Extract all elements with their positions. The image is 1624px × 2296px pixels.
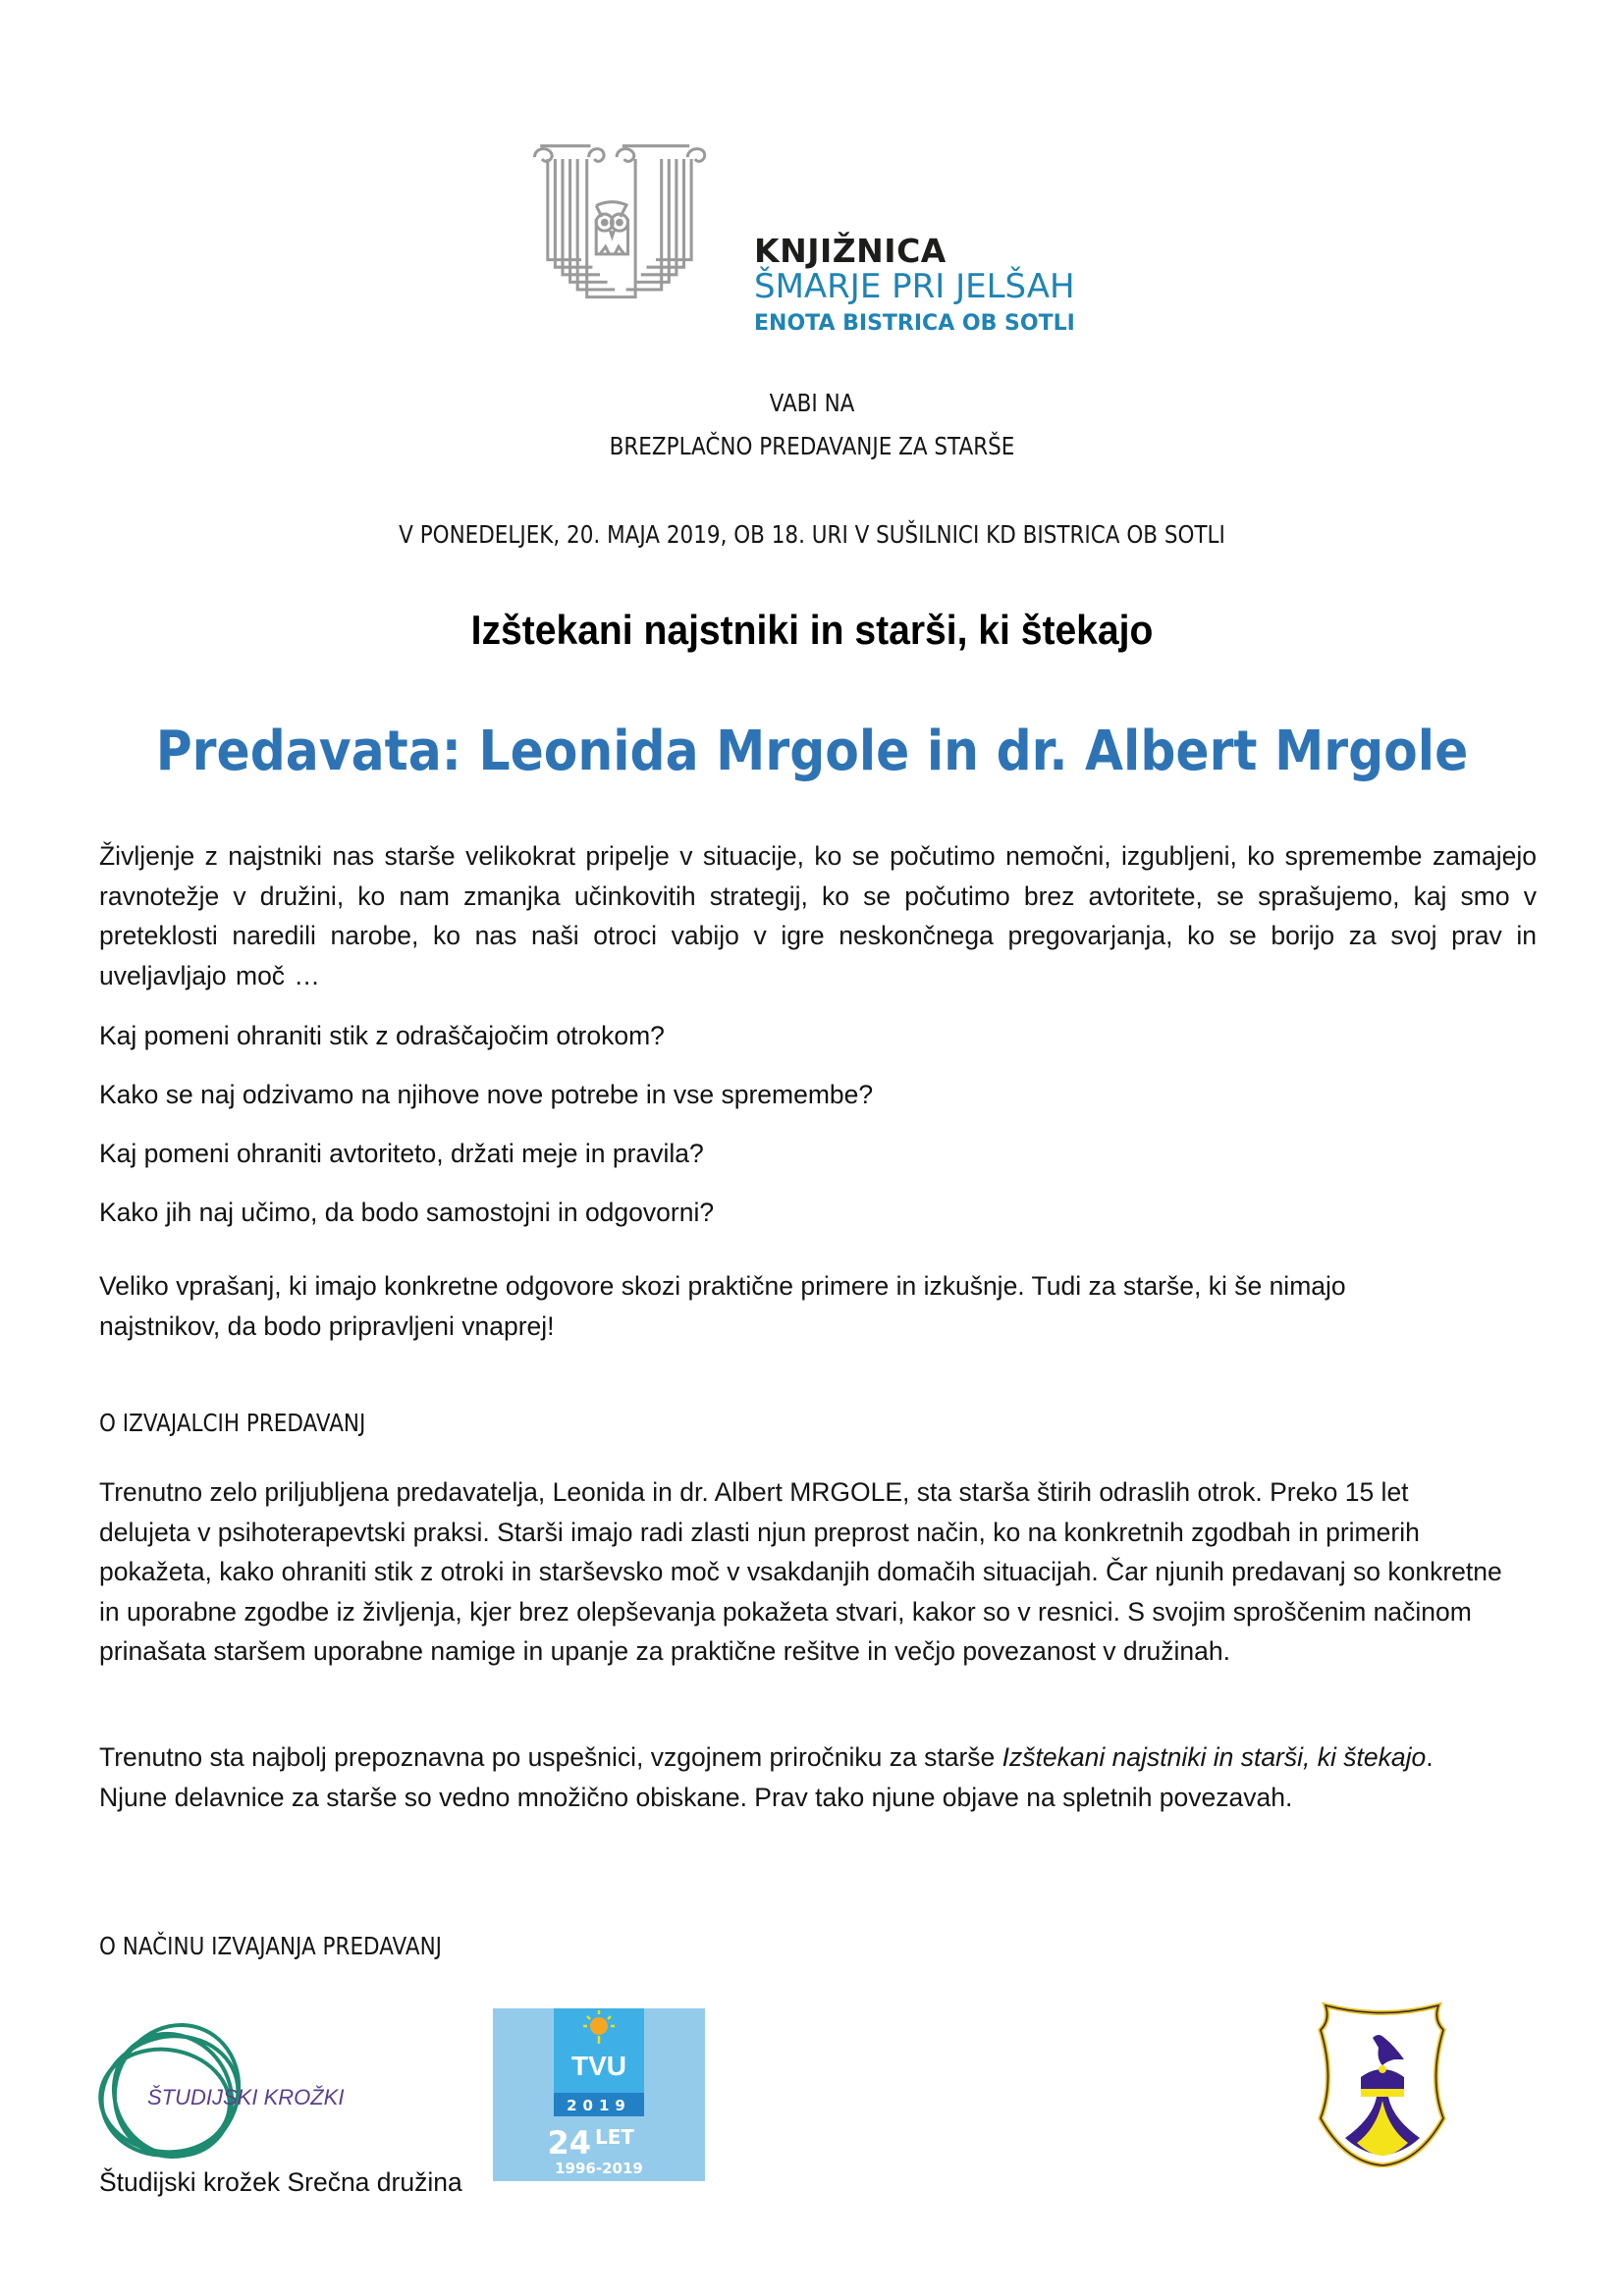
method-heading: O NAČINU IZVAJANJA PREDAVANJ xyxy=(99,1932,443,1960)
event-date-location: V PONEDELJEK, 20. MAJA 2019, OB 18. URI V SUŠILNICI KD BISTRICA OB SOTLI xyxy=(399,520,1225,549)
question-2: Kako se naj odzivamo na njihove nove potrebe in vse spremembe? xyxy=(99,1080,874,1109)
tvu-anniversary-number: 24 xyxy=(547,2124,591,2162)
coat-of-arms-icon xyxy=(1296,1991,1468,2167)
about-paragraph-1: Trenutno zelo priljubljena predavatelja, Leonida in dr. Albert MRGOLE, sta starša štirih odraslih otrok. Preko 15 let delujeta v psihoterapevtski praksi. Starši imajo radi zlasti njun preprost način, ko na konkretnih zgodbah in primerih pokažeta, kako ohraniti stik z otroki in starševsko moč v vsakdanjih domačih situacijah. Čar njunih predavanj so konkretne in uporabne zgodbe iz življenja, kjer brez olepševanja pokažeta stvari, kakor so v resnici. S svojim sproščenim načinom prinašata staršem uporabne namige in upanje za praktične rešitve in večjo povezanost v družinah. xyxy=(99,1477,1502,1666)
library-logo-icon xyxy=(525,140,712,327)
closing-paragraph: Veliko vprašanj, ki imajo konkretne odgovore skozi praktične primere in izkušnje. Tudi za starše, ki še nimajo najstnikov, da bodo pripravljeni vnaprej! xyxy=(99,1271,1346,1341)
studijski-krozek-caption: Študijski krožek Srečna družina xyxy=(99,2167,462,2197)
question-4: Kako jih naj učimo, da bodo samostojni in odgovorni? xyxy=(99,1198,715,1227)
tvu-brand: TVU xyxy=(571,2051,626,2081)
invite-line-1: VABI NA xyxy=(769,389,855,417)
book-title: Izštekani najstniki in starši, ki štekajo xyxy=(1001,1742,1427,1772)
speakers-heading: Predavata: Leonida Mrgole in dr. Albert Mrgole xyxy=(155,720,1469,783)
tvu-years-range: 1996-2019 xyxy=(555,2160,643,2177)
library-unit: ENOTA BISTRICA OB SOTLI xyxy=(754,311,1075,336)
about-paragraph-2-text: Trenutno sta najbolj prepoznavna po uspešnici, vzgojnem priročniku za starše xyxy=(99,1742,1002,1772)
question-1: Kaj pomeni ohraniti stik z odraščajočim otrokom? xyxy=(99,1021,665,1050)
tvu-year: 2019 xyxy=(567,2097,631,2114)
about-paragraph-2-period: . xyxy=(1426,1742,1434,1772)
tvu-anniversary-word: LET xyxy=(595,2125,635,2149)
tvu-logo-icon xyxy=(493,2008,705,2181)
about-paragraph-2-line2: Njune delavnice za starše so vedno množično obiskane. Prav tako njune objave na spletnih povezavah. xyxy=(99,1782,1293,1812)
library-name: KNJIŽNICA xyxy=(754,232,947,270)
invite-line-2: BREZPLAČNO PREDAVANJE ZA STARŠE xyxy=(609,432,1015,460)
library-location: ŠMARJE PRI JELŠAH xyxy=(754,267,1075,306)
about-heading: O IZVAJALCIH PREDAVANJ xyxy=(99,1409,366,1437)
studijski-krozki-text: ŠTUDIJSKI KROŽKI xyxy=(147,2085,345,2109)
about-paragraph-2 xyxy=(99,1737,1537,1817)
question-3: Kaj pomeni ohraniti avtoriteto, držati meje in pravila? xyxy=(99,1139,704,1168)
studijski-krozki-logo-icon xyxy=(96,2012,371,2179)
lecture-title: Izštekani najstniki in starši, ki štekajo xyxy=(470,607,1154,653)
intro-paragraph: Življenje z najstniki nas starše velikokrat pripelje v situacije, ko se počutimo nemočni, izgubljeni, ko spremembe zamajejo ravnotežje v družini, ko nam zmanjka učinkovitih strategij, ko se počutimo brez avtoritete, se sprašujemo, kaj smo v preteklosti naredili narobe, ko nas naši otroci vabijo v igre neskončnega pregovarjanja, ko se borijo za svoj prav in uveljavljajo moč … xyxy=(99,841,1537,990)
